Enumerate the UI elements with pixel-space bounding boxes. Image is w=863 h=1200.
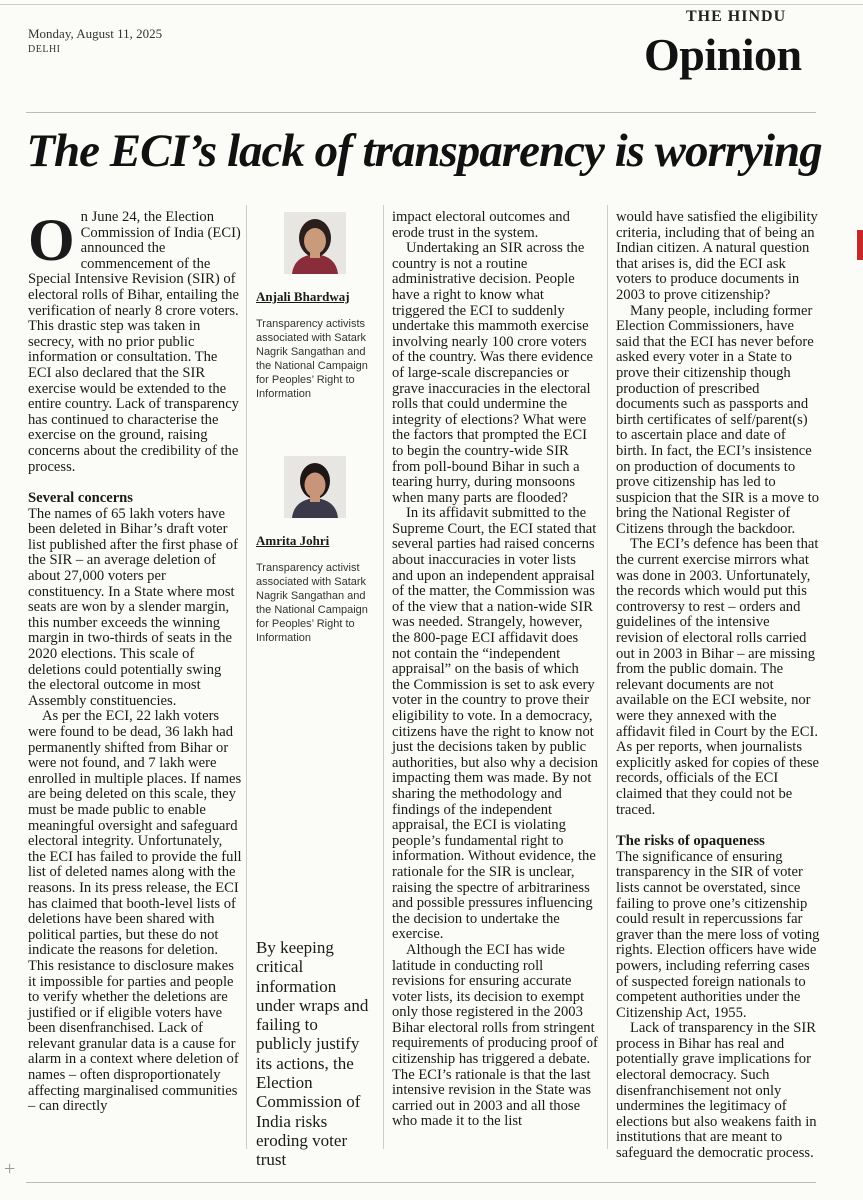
paragraph: Many people, including former Election Commissioners, have said that the ECI has never before asked every voter in a State to prove their citizenship though production of prescribed documents such as passports and birth certificates of self/parent(s) to ascertain place and date of birth. In fact, the ECI’s insistence on production of documents to prove citizenship has led to suspicion that the SIR is a move to bring the National Register of Citizens through the backdoor.: [616, 302, 820, 537]
headline: The ECI’s lack of transparency is worrying: [26, 125, 822, 177]
paragraph: Although the ECI has wide latitude in conducting roll revisions for ensuring accurate voter lists, its decision to exempt only those registered in the 2003 Bihar electoral rolls from stringent requirements of producing proof of citizenship has triggered a debate. The ECI’s rationale is that the last intensive revision in the State was carried out in 2003 and all those who made it to the list: [392, 941, 598, 1130]
subhead-several-concerns: Several concerns: [28, 490, 133, 507]
paragraph: The names of 65 lakh voters have been deleted in Bihar’s draft voter list published after the first phase of the SIR – an average deletion of about 27,000 voters per constituency. In a State where most seats are won by a slender margin, this number exceeds the winning margin in two-thirds of seats in the 2020 elections. This scale of deletions could potentially swing the electoral outcome in most Assembly constituencies.: [28, 505, 238, 709]
author-card: [256, 456, 380, 645]
accent-bar: [857, 230, 863, 260]
issue-date: Monday, August 11, 2025: [28, 26, 163, 41]
paragraph: impact electoral outcomes and erode trust in the system.: [392, 209, 570, 241]
author-name: Amrita Johri: [256, 533, 330, 548]
section-title: Opinion: [644, 29, 802, 80]
author-photo-amrita: [284, 456, 346, 518]
column-divider: [246, 205, 247, 1149]
paragraph: In its affidavit submitted to the Supreme Court, the ECI stated that several parties had raised concerns about inaccuracies in voter lists and upon an independent appraisal of the matter, the Commission was of the view that a nation-wide SIR was needed. Strangely, however, the 800-page ECI affidavit does not contain the “independent appraisal” on the basis of which the Commission is set to ask every voter in the country to prove their eligibility to vote. In a democracy, citizens have the right to know not just the decisions taken by public authorities, but also why a decision impacting them was made. By not sharing the methodology and findings of the independent appraisal, the ECI is violating people’s fundamental right to information. Without evidence, the rationale for the SIR is unclear, raising the spectre of arbitrariness and possible pressures influencing the decision to undertake the exercise.: [392, 505, 598, 943]
column-divider: [607, 205, 608, 1149]
paragraph: The significance of ensuring transparency in the SIR of voter lists cannot be overstated, since failing to prove one’s citizenship could result in repercussions far graver than the mere loss of voting rights. Election officers have wide powers, including referring cases of suspected foreign nationals to competent authorities under the Citizenship Act, 1955.: [616, 848, 820, 1021]
edition-city: DELHI: [28, 44, 61, 55]
author-bio: Transparency activists associated with Satark Nagrik Sangathan and the National Campaign for Peoples’ Right to Information: [256, 318, 368, 400]
author-bio: Transparency activist associated with Satark Nagrik Sangathan and the National Campaign for Peoples’ Right to Information: [256, 562, 368, 644]
masthead: THE HINDU: [686, 8, 787, 25]
intro-text: n June 24, the Election Commission of India (ECI) announced the commencement of the Special Intensive Revision (SIR) of electoral rolls of Bihar, entailing the verification of nearly 8 crore voters. This drastic step was taken in secrecy, with no prior public information or consultation. The ECI also declared that the SIR exercise would be extended to the entire country. Lack of transparency has continued to characterise the exercise on the ground, raising concerns about the credibility of the process.: [28, 209, 241, 475]
top-rule: [0, 4, 863, 5]
article-column-4: [616, 210, 820, 1162]
footer-rule: [26, 1182, 816, 1183]
header-rule: [26, 112, 816, 113]
paragraph: The ECI’s defence has been that the current exercise mirrors what was done in 2003. Unfortunately, the records which would put this controversy to rest – orders and guidelines of the intensive revision of electoral rolls carried out in 2003 in Bihar – are missing from the public domain. The relevant documents are not available on the ECI website, nor were they annexed with the affidavit filed in Court by the ECI. As per reports, when journalists explicitly asked for copies of these records, officials of the ECI claimed that they could not be traced.: [616, 536, 820, 818]
author-photo-anjali: [284, 212, 346, 274]
article-column-1: [28, 207, 242, 1115]
paragraph: Lack of transparency in the SIR process in Bihar has real and potentially grave implications for electoral democracy. Such disenfranchisement not only undermines the legitimacy of elections but also weakens faith in institutions that are meant to safeguard the democratic process.: [616, 1020, 817, 1162]
author-name: Anjali Bhardwaj: [256, 289, 350, 304]
article-column-3: [392, 210, 598, 1130]
author-card: [256, 212, 380, 401]
pull-quote: By keeping critical information under wraps and failing to publicly justify its actions, the Election Commission of India risks eroding voter trust: [256, 938, 369, 1170]
paragraph: Undertaking an SIR across the country is not a routine administrative decision. People have a right to know what triggered the ECI to suddenly undertake this mammoth exercise involving nearly 100 crore voters of the country. Was there evidence of large-scale discrepancies or grave inaccuracies in the electoral rolls that could undermine the integrity of elections? What were the factors that prompted the ECI to begin the country-wide SIR from poll-bound Bihar in such a tearing hurry, during monsoons when many parts are flooded?: [392, 240, 594, 506]
intro-paragraph: [28, 207, 242, 475]
subhead-risks-of-opaqueness: The risks of opaqueness: [616, 833, 765, 850]
drop-cap: O: [28, 207, 75, 273]
crop-mark-icon: +: [4, 1158, 16, 1180]
paragraph: would have satisfied the eligibility criteria, including that of being an Indian citizen. A natural question that arises is, did the ECI ask voters to produce documents in 2003 to prove citizenship?: [616, 209, 818, 303]
paragraph: As per the ECI, 22 lakh voters were found to be dead, 36 lakh had permanently shifted from Bihar or were not found, and 7 lakh were enrolled in multiple places. If names are being deleted on this scale, they must be made public to enable meaningful oversight and safeguard electoral integrity. Unfortunately, the ECI has failed to provide the full list of deleted names along with the reasons. In its press release, the ECI has claimed that booth-level lists of deletions have been shared with political parties, but these do not indicate the reasons for deletion. This resistance to disclosure makes it impossible for parties and people to verify whether the deletions are justified or if eligible voters have been disenfranchised. Lack of relevant granular data is a cause for alarm in a context where deletion of names – often disproportionately affecting marginalised communities – can directly: [28, 708, 242, 1115]
adjacent-article-edge: [838, 230, 863, 1170]
column-divider: [383, 205, 384, 1149]
